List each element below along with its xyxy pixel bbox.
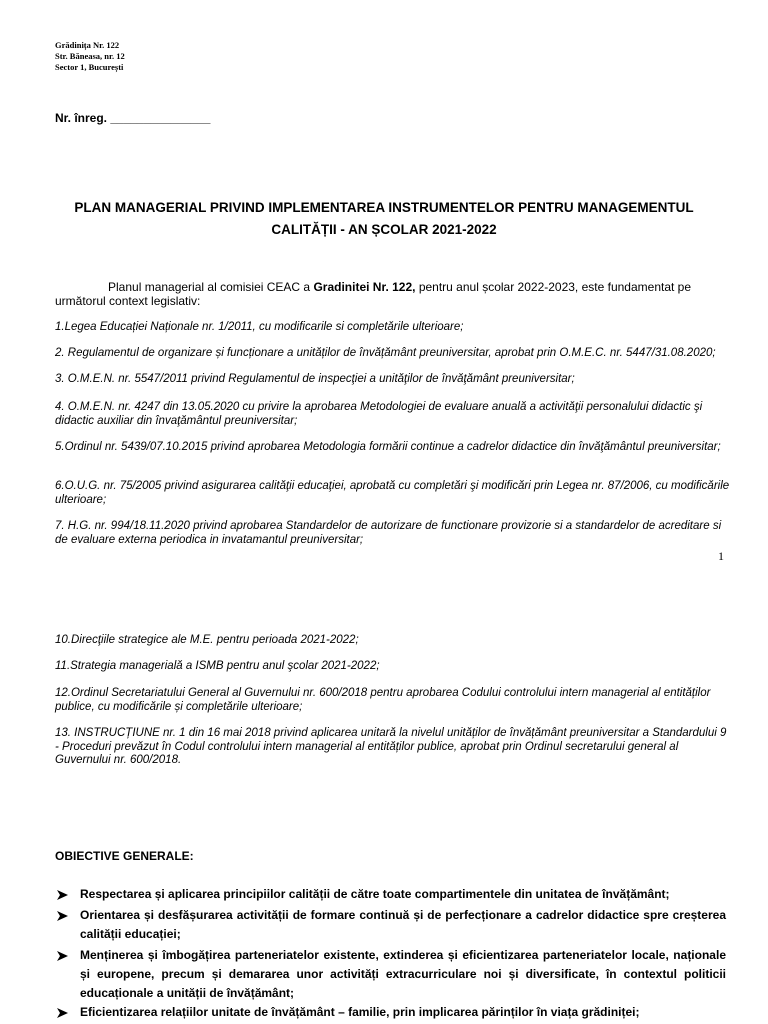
law-item: 3. O.M.E.N. nr. 5547/2011 privind Regulamentul de inspecţiei a unităţilor de învăţământ preuniversitar; bbox=[55, 373, 575, 385]
objective-text: Menținerea și îmbogățirea parteneriatelor existente, extinderea și eficientizarea parteneriatelor locale, naționale și europene, precum și demararea unor activități extracurriculare noi și diversificate, în contextul politicii educaționale a unității de învățământ; bbox=[80, 948, 726, 1000]
title-line-2: CALITĂȚII - AN ȘCOLAR 2021-2022 bbox=[271, 222, 497, 237]
law-item: 6.O.U.G. nr. 75/2005 privind asigurarea calităţii educaţiei, aprobată cu completări şi modificări prin Legea nr. 87/2006, cu modificările ulterioare; bbox=[55, 480, 730, 506]
law-item: 5.Ordinul nr. 5439/07.10.2015 privind aprobarea Metodologia formării continue a cadrelor didactice din învăţământul preuniversitar; bbox=[55, 441, 721, 453]
objective-item bbox=[55, 946, 726, 1003]
arrow-bullet-icon bbox=[55, 885, 72, 904]
law-item: 10.Direcţiile strategice ale M.E. pentru perioada 2021-2022; bbox=[55, 634, 359, 646]
arrow-bullet-icon bbox=[55, 946, 72, 965]
intro-school-name: Gradinitei Nr. 122, bbox=[313, 280, 416, 294]
objective-item bbox=[55, 1003, 726, 1022]
law-item: 2. Regulamentul de organizare și funcționare a unităților de învățământ preuniversitar, aprobat prin O.M.E.C. nr. 5447/31.08.2020; bbox=[55, 347, 716, 359]
school-sector: Sector 1, București bbox=[55, 62, 124, 72]
arrow-bullet-icon bbox=[55, 906, 72, 925]
intro-paragraph bbox=[55, 280, 730, 308]
title-line-1: PLAN MANAGERIAL PRIVIND IMPLEMENTAREA INSTRUMENTELOR PENTRU MANAGEMENTUL bbox=[74, 200, 694, 215]
law-item: 1.Legea Educației Naționale nr. 1/2011, cu modificarile si completările ulterioare; bbox=[55, 321, 464, 333]
objective-text: Orientarea și desfășurarea activității de formare continuă și de perfecționare a cadrelor didactice spre creșterea calității educației; bbox=[80, 908, 726, 941]
law-item: 13. INSTRUCȚIUNE nr. 1 din 16 mai 2018 privind aplicarea unitară la nivelul unităților de învățământ preuniversitar a Standardului 9 - Proceduri prevăzut în Codul controlului intern managerial al entităților publice, aprobat prin Ordinul secretarului general al Guvernului nr. 600/2018. bbox=[55, 727, 727, 766]
law-item: 11.Strategia managerială a ISMB pentru anul şcolar 2021-2022; bbox=[55, 660, 380, 672]
law-item: 4. O.M.E.N. nr. 4247 din 13.05.2020 cu privire la aprobarea Metodologiei de evaluare anuală a activităţii personalului didactic şi didactic auxiliar din învaţământul preuniversitar; bbox=[55, 401, 703, 427]
intro-text-1: Planul managerial al comisiei CEAC a bbox=[108, 280, 314, 294]
page-number: 1 bbox=[718, 549, 724, 563]
law-item: 12.Ordinul Secretariatului General al Guvernului nr. 600/2018 pentru aprobarea Codului controlului intern managerial al entităților publice, cu modificările și completările ulterioare; bbox=[55, 687, 711, 713]
document-title bbox=[60, 197, 708, 241]
objective-text: Respectarea și aplicarea principiilor calității de către toate compartimentele din unitatea de învățământ; bbox=[80, 887, 670, 901]
arrow-bullet-icon bbox=[55, 1003, 72, 1022]
school-street: Str. Băneasa, nr. 12 bbox=[55, 51, 125, 61]
objective-item bbox=[55, 885, 726, 904]
objective-text: Eficientizarea relațiilor unitate de învățământ – familie, prin implicarea părinților în viața grădiniței; bbox=[80, 1005, 640, 1019]
intro-text-2: pentru anul școlar 2022-2023, este fundamentat pe următorul context legislativ: bbox=[55, 280, 692, 308]
registration-number: Nr. înreg. _______________ bbox=[55, 111, 211, 125]
school-name: Grădinița Nr. 122 bbox=[55, 40, 120, 50]
objective-item bbox=[55, 906, 726, 944]
law-item: 7. H.G. nr. 994/18.11.2020 privind aprobarea Standardelor de autorizare de functionare provizorie si a standardelor de acreditare si de evaluare externa periodica in invatamantul preuniversitar; bbox=[55, 520, 722, 546]
objectives-heading: OBIECTIVE GENERALE: bbox=[55, 849, 194, 863]
